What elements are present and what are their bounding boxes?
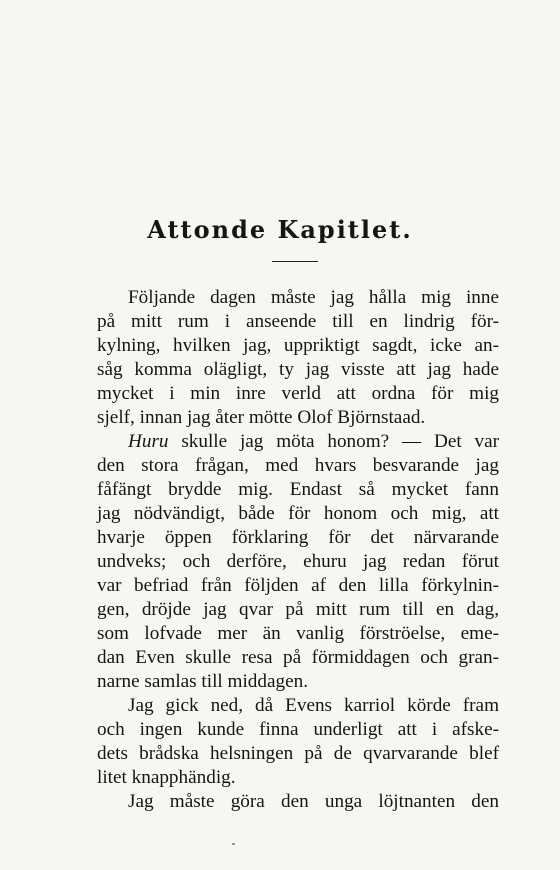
print-speck bbox=[232, 843, 235, 845]
text-line: sjelf, innan jag åter mötte Olof Björnstaad. bbox=[97, 407, 426, 428]
text-line bbox=[128, 430, 499, 454]
text-line: den stora frågan, med hvars besvarande jag bbox=[97, 455, 499, 476]
text-line: kylning, hvilken jag, uppriktigt sagdt, icke an- bbox=[97, 335, 499, 356]
text-line-rest: skulle jag möta honom? — Det var bbox=[168, 431, 499, 452]
text-line: fåfängt brydde mig. Endast så mycket fann bbox=[97, 479, 499, 500]
text-line: dets brådska helsningen på de qvarvarande blef bbox=[97, 743, 499, 764]
text-line: Jag gick ned, då Evens karriol körde fram bbox=[128, 695, 499, 716]
text-line: såg komma olägligt, ty jag visste att jag hade bbox=[97, 359, 499, 380]
text-line: Jag måste göra den unga löjtnanten den bbox=[128, 791, 499, 812]
text-line: gen, dröjde jag qvar på mitt rum till en dag, bbox=[97, 599, 499, 620]
text-line: var befriad från följden af den lilla förkylnin- bbox=[97, 575, 499, 596]
italic-word: Huru bbox=[128, 431, 169, 452]
text-line: som lofvade mer än vanlig förströelse, eme- bbox=[97, 623, 499, 644]
text-line: undveks; och derföre, ehuru jag redan förut bbox=[97, 551, 499, 572]
text-line: litet knapphändig. bbox=[97, 767, 236, 788]
text-line: mycket i min inre verld att ordna för mig bbox=[97, 383, 499, 404]
text-line: och ingen kunde finna underligt att i afske- bbox=[97, 719, 499, 740]
text-line: jag nödvändigt, både för honom och mig, att bbox=[97, 503, 499, 524]
title-divider bbox=[272, 261, 318, 262]
chapter-title: Attonde Kapitlet. bbox=[147, 215, 413, 244]
text-line: hvarje öppen förklaring för det närvarande bbox=[97, 527, 499, 548]
text-line: narne samlas till middagen. bbox=[97, 671, 309, 692]
text-line: dan Even skulle resa på förmiddagen och gran- bbox=[97, 647, 499, 668]
text-line: Följande dagen måste jag hålla mig inne bbox=[128, 287, 499, 308]
text-line: på mitt rum i anseende till en lindrig för- bbox=[97, 311, 499, 332]
